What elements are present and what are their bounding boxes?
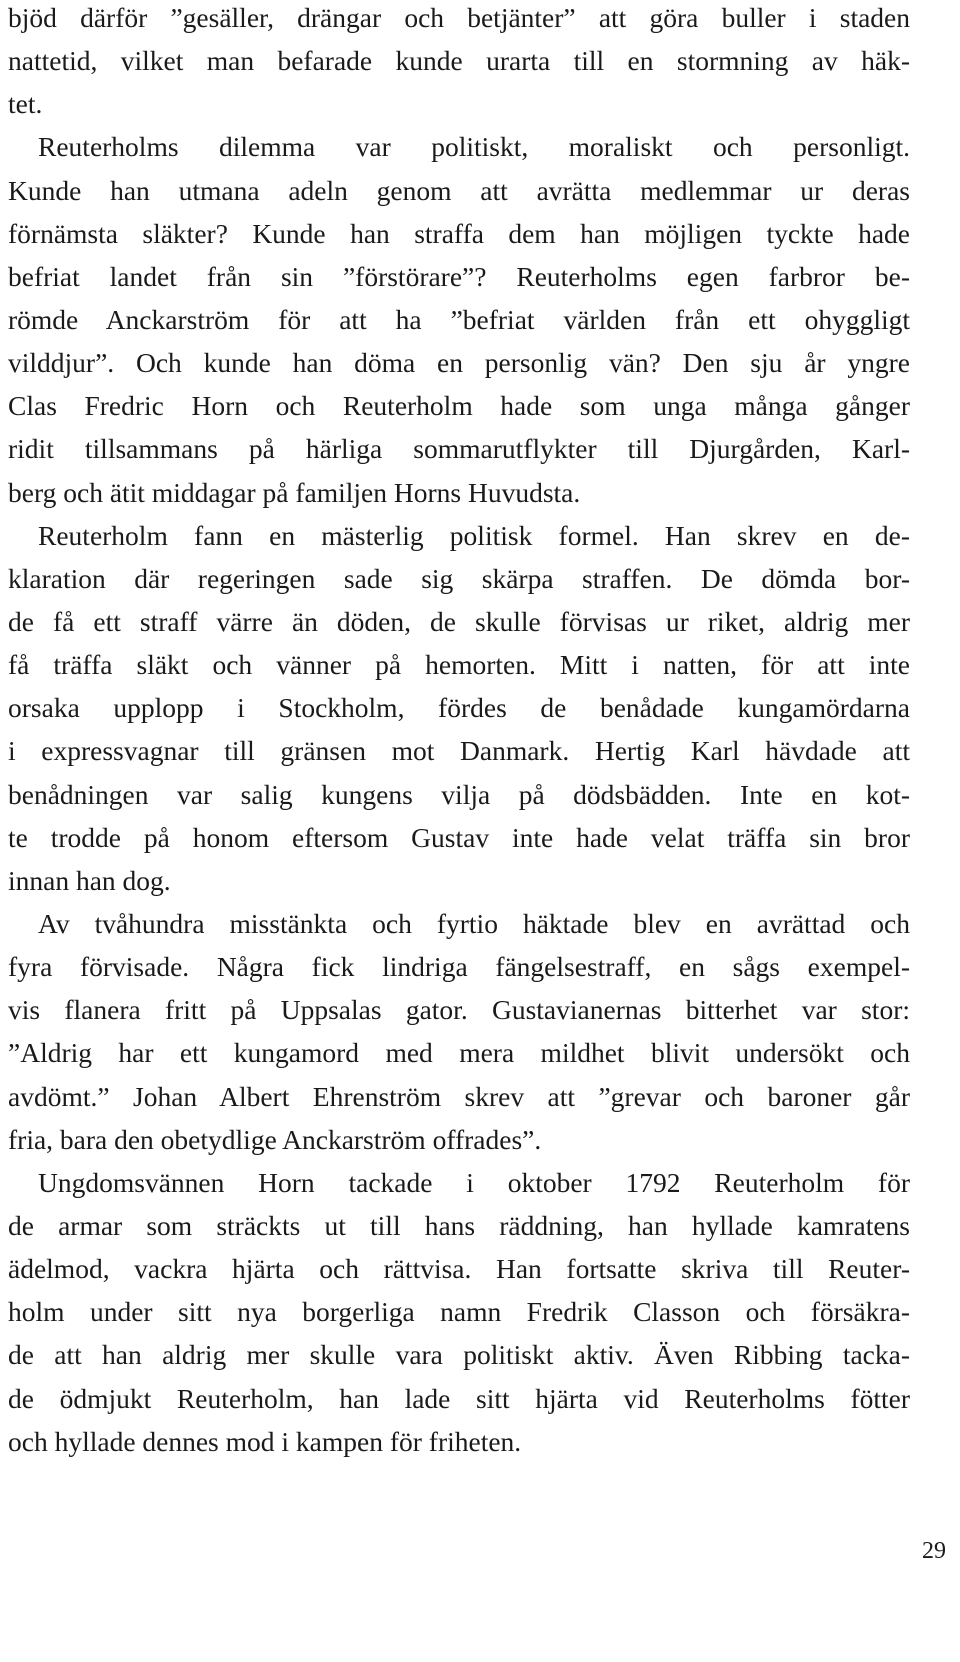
text-line: de att han aldrig mer skulle vara politiskt aktiv. Även Ribbing tacka- — [8, 1339, 910, 1371]
page-number: 29 — [922, 1538, 946, 1564]
paragraph — [8, 125, 910, 513]
text-line: vilddjur”. Och kunde han döma en personlig vän? Den sju år yngre — [8, 347, 910, 379]
text-line: och hyllade dennes mod i kampen för friheten. — [8, 1425, 522, 1457]
text-line: tet. — [8, 88, 43, 120]
text-line: de få ett straff värre än döden, de skulle förvisas ur riket, aldrig mer — [8, 605, 910, 637]
text-line: holm under sitt nya borgerliga namn Fredrik Classon och försäkra- — [8, 1296, 910, 1328]
text-line: orsaka upplopp i Stockholm, fördes de benådade kungamördarna — [8, 692, 910, 724]
text-line: bjöd därför ”gesäller, drängar och betjänter” att göra buller i staden — [8, 2, 910, 33]
text-line: nattetid, vilket man befarade kunde urarta till en stormning av häk- — [8, 45, 910, 77]
text-line: ”Aldrig har ett kungamord med mera mildhet blivit undersökt och — [8, 1037, 910, 1069]
text-line: i expressvagnar till gränsen mot Danmark. Hertig Karl hävdade att — [8, 735, 910, 767]
text-line: Reuterholms dilemma var politiskt, moraliskt och personligt. — [38, 131, 910, 163]
text-line: befriat landet från sin ”förstörare”? Reuterholms egen farbror be- — [8, 260, 910, 292]
text-line: innan han dog. — [8, 864, 171, 896]
text-line: förnämsta släkter? Kunde han straffa dem han möjligen tyckte hade — [8, 217, 910, 249]
paragraph — [8, 902, 910, 1161]
paragraph — [8, 1161, 910, 1463]
paragraph — [8, 0, 910, 125]
text-line: benådningen var salig kungens vilja på dödsbädden. Inte en kot- — [8, 778, 910, 810]
text-line: få träffa släkt och vänner på hemorten. Mitt i natten, för att inte — [8, 649, 910, 681]
text-line: Ungdomsvännen Horn tackade i oktober 1792 Reuterholm för — [38, 1166, 910, 1198]
text-line: ridit tillsammans på härliga sommarutflykter till Djurgården, Karl- — [8, 433, 910, 465]
text-line: avdömt.” Johan Albert Ehrenström skrev att ”grevar och baroner går — [8, 1080, 910, 1112]
text-line: fyra förvisade. Några fick lindriga fängelsestraff, en sågs exempel- — [8, 951, 910, 983]
text-line: berg och ätit middagar på familjen Horns Huvudsta. — [8, 476, 581, 508]
text-line: Clas Fredric Horn och Reuterholm hade som unga många gånger — [8, 390, 910, 422]
text-line: te trodde på honom eftersom Gustav inte hade velat träffa sin bror — [8, 821, 910, 853]
body-text — [8, 0, 910, 1463]
text-line: römde Anckarström för att ha ”befriat världen från ett ohyggligt — [8, 303, 910, 335]
paragraph — [8, 514, 910, 902]
text-line: Reuterholm fann en mästerlig politisk formel. Han skrev en de- — [38, 519, 910, 551]
text-line: Kunde han utmana adeln genom att avrätta medlemmar ur deras — [8, 174, 910, 206]
text-line: ädelmod, vackra hjärta och rättvisa. Han fortsatte skriva till Reuter- — [8, 1253, 910, 1285]
text-line: vis flanera fritt på Uppsalas gator. Gustavianernas bitterhet var stor: — [8, 994, 910, 1026]
text-line: de armar som sträckts ut till hans räddning, han hyllade kamratens — [8, 1209, 910, 1241]
text-line: fria, bara den obetydlige Anckarström offrades”. — [8, 1123, 542, 1155]
text-line: klaration där regeringen sade sig skärpa straffen. De dömda bor- — [8, 562, 910, 594]
text-line: de ödmjukt Reuterholm, han lade sitt hjärta vid Reuterholms fötter — [8, 1382, 910, 1414]
text-line: Av tvåhundra misstänkta och fyrtio häktade blev en avrättad och — [38, 907, 910, 939]
